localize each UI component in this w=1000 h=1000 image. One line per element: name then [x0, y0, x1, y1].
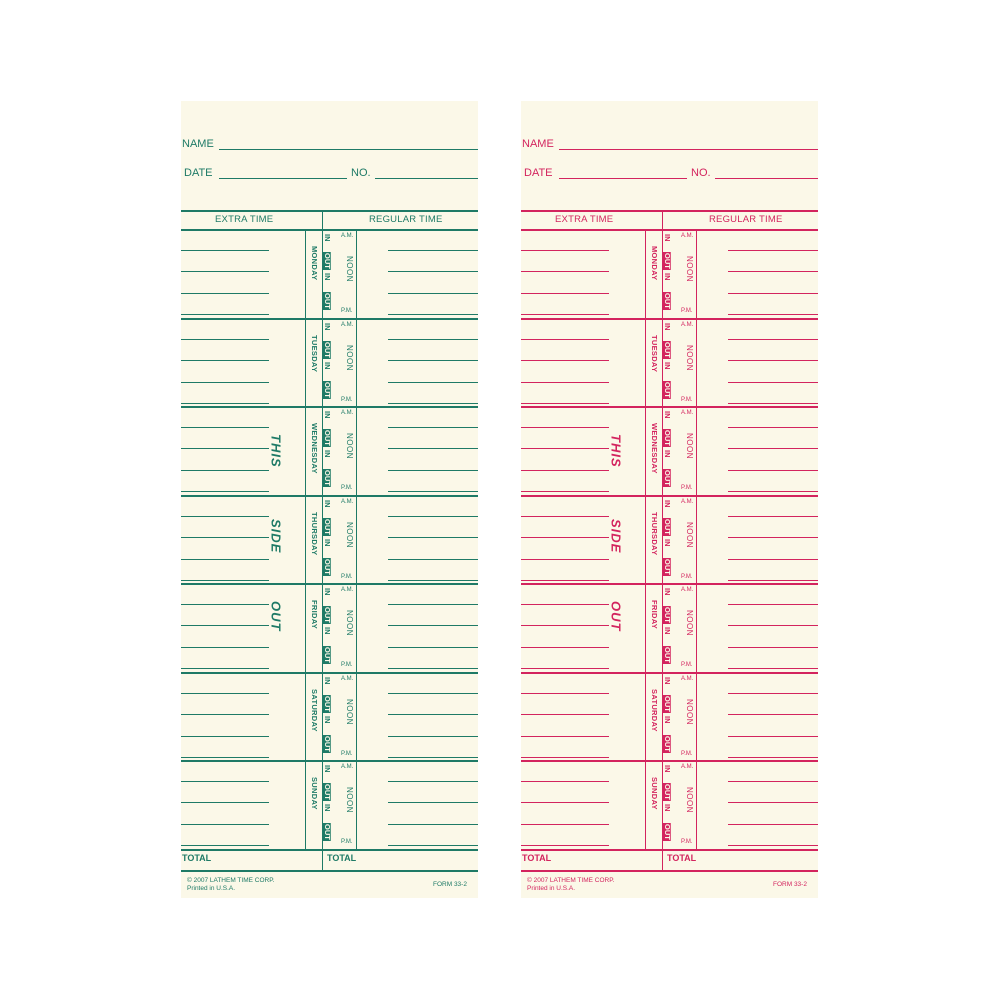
noon-label: NOON: [345, 787, 354, 813]
regular-time-line: [728, 491, 818, 492]
extra-time-line: [521, 559, 609, 560]
in-label: IN: [662, 234, 672, 242]
regular-time-line: [388, 448, 478, 449]
out-label: OUT: [322, 696, 332, 712]
regular-time-line: [728, 736, 818, 737]
regular-time-header: REGULAR TIME: [709, 214, 783, 225]
in-label: IN: [322, 323, 332, 331]
noon-label: NOON: [685, 787, 694, 813]
form-number: FORM 33-2: [773, 881, 807, 888]
day-row-rule: [521, 849, 818, 851]
noon-label: NOON: [345, 699, 354, 725]
extra-time-line: [181, 625, 269, 626]
out-label: OUT: [322, 253, 332, 269]
day-label: SUNDAY: [309, 777, 319, 810]
regular-time-line: [388, 470, 478, 471]
regular-time-line: [388, 824, 478, 825]
noon-label: NOON: [685, 610, 694, 636]
regular-time-line: [388, 647, 478, 648]
regular-time-line: [388, 250, 478, 251]
extra-time-line: [521, 339, 609, 340]
out-label: OUT: [662, 519, 672, 535]
regular-time-line: [388, 559, 478, 560]
in-label: IN: [662, 323, 672, 331]
day-row-rule: [521, 318, 818, 320]
pm-label: P.M.: [341, 839, 353, 845]
regular-time-line: [388, 516, 478, 517]
in-label: IN: [662, 677, 672, 685]
in-label: IN: [662, 588, 672, 596]
out-label: OUT: [662, 824, 672, 840]
name-label: NAME: [182, 138, 214, 150]
day-row-rule: [521, 406, 818, 408]
regular-time-line: [728, 845, 818, 846]
in-label: IN: [322, 500, 332, 508]
day-label: MONDAY: [649, 246, 659, 281]
am-label: A.M.: [681, 410, 694, 416]
am-label: A.M.: [681, 587, 694, 593]
am-label: A.M.: [681, 764, 694, 770]
day-label: MONDAY: [309, 246, 319, 281]
in-label: IN: [322, 627, 332, 635]
printed-text: Printed in U.S.A.: [527, 885, 576, 892]
regular-time-line: [388, 802, 478, 803]
in-label: IN: [662, 273, 672, 281]
am-label: A.M.: [341, 322, 354, 328]
date-label: DATE: [184, 167, 213, 179]
regular-time-line: [728, 516, 818, 517]
out-label: OUT: [662, 607, 672, 623]
regular-time-line: [728, 470, 818, 471]
extra-time-line: [181, 382, 269, 383]
day-row-rule: [521, 495, 818, 497]
out-label: OUT: [662, 647, 672, 663]
out-label: OUT: [662, 784, 672, 800]
total-right-label: TOTAL: [327, 853, 357, 863]
pm-label: P.M.: [681, 574, 693, 580]
regular-time-line: [728, 668, 818, 669]
in-label: IN: [662, 716, 672, 724]
pm-label: P.M.: [681, 308, 693, 314]
out-label: OUT: [662, 430, 672, 446]
in-label: IN: [662, 539, 672, 547]
extra-time-line: [521, 470, 609, 471]
in-label: IN: [662, 362, 672, 370]
pm-label: P.M.: [681, 662, 693, 668]
extra-time-line: [181, 845, 269, 846]
extra-time-line: [521, 314, 609, 315]
extra-time-line: [181, 693, 269, 694]
noon-label: NOON: [345, 610, 354, 636]
am-label: A.M.: [681, 499, 694, 505]
regular-time-line: [388, 491, 478, 492]
extra-time-line: [521, 845, 609, 846]
time-card-red: [521, 101, 818, 898]
in-label: IN: [662, 804, 672, 812]
day-label: TUESDAY: [309, 335, 319, 373]
extra-time-line: [181, 559, 269, 560]
extra-time-line: [521, 757, 609, 758]
day-label: FRIDAY: [649, 600, 659, 630]
extra-time-line: [181, 339, 269, 340]
in-label: IN: [662, 765, 672, 773]
total-right-label: TOTAL: [667, 853, 697, 863]
out-label: OUT: [322, 470, 332, 486]
regular-time-line: [388, 693, 478, 694]
extra-time-line: [181, 757, 269, 758]
form-number: FORM 33-2: [433, 881, 467, 888]
out-label: OUT: [322, 784, 332, 800]
date-line: [219, 178, 347, 179]
extra-time-line: [521, 781, 609, 782]
regular-time-line: [728, 647, 818, 648]
total-left-label: TOTAL: [182, 853, 212, 863]
pm-label: P.M.: [681, 397, 693, 403]
pm-label: P.M.: [341, 751, 353, 757]
regular-time-line: [388, 339, 478, 340]
out-label: OUT: [322, 382, 332, 398]
pm-label: P.M.: [681, 751, 693, 757]
extra-time-line: [521, 293, 609, 294]
day-row-rule: [521, 583, 818, 585]
noon-label: NOON: [345, 522, 354, 548]
no-label: NO.: [351, 167, 371, 179]
noon-label: NOON: [345, 345, 354, 371]
day-col-left: [305, 230, 306, 850]
in-label: IN: [322, 450, 332, 458]
day-label: SATURDAY: [649, 689, 659, 732]
extra-time-line: [181, 271, 269, 272]
day-label: TUESDAY: [649, 335, 659, 373]
name-line: [219, 149, 478, 150]
regular-time-line: [388, 604, 478, 605]
regular-time-line: [388, 360, 478, 361]
extra-time-line: [181, 604, 269, 605]
extra-time-line: [181, 314, 269, 315]
extra-time-line: [521, 604, 609, 605]
out-label: OUT: [322, 342, 332, 358]
out-label: OUT: [322, 647, 332, 663]
name-line: [559, 149, 818, 150]
in-label: IN: [322, 234, 332, 242]
no-line: [715, 178, 818, 179]
day-row-rule: [181, 583, 478, 585]
date-line: [559, 178, 687, 179]
regular-time-line: [728, 360, 818, 361]
regular-time-line: [388, 382, 478, 383]
am-label: A.M.: [341, 410, 354, 416]
regular-time-header: REGULAR TIME: [369, 214, 443, 225]
in-label: IN: [322, 804, 332, 812]
day-col-left: [645, 230, 646, 850]
out-label: OUT: [662, 736, 672, 752]
regular-time-line: [388, 580, 478, 581]
out-label: OUT: [322, 607, 332, 623]
day-label: WEDNESDAY: [649, 423, 659, 474]
header-divider: [322, 210, 323, 230]
day-row-rule: [181, 495, 478, 497]
extra-time-line: [521, 668, 609, 669]
extra-time-line: [181, 360, 269, 361]
noon-label: NOON: [345, 256, 354, 282]
total-bottom-rule: [521, 870, 818, 872]
out-label: OUT: [322, 430, 332, 446]
extra-time-line: [521, 250, 609, 251]
extra-time-line: [181, 668, 269, 669]
regular-time-line: [728, 339, 818, 340]
regular-time-line: [728, 537, 818, 538]
this-side-out-word: OUT: [608, 601, 624, 632]
extra-time-line: [521, 537, 609, 538]
pm-label: P.M.: [681, 485, 693, 491]
noon-label: NOON: [685, 345, 694, 371]
regular-time-line: [388, 845, 478, 846]
noon-label: NOON: [685, 433, 694, 459]
extra-time-line: [521, 427, 609, 428]
extra-time-line: [181, 802, 269, 803]
regular-time-line: [728, 448, 818, 449]
am-label: A.M.: [681, 322, 694, 328]
extra-time-line: [181, 403, 269, 404]
regular-time-line: [728, 314, 818, 315]
copyright-text: © 2007 LATHEM TIME CORP.: [527, 877, 615, 884]
regular-time-line: [388, 427, 478, 428]
regular-time-line: [388, 668, 478, 669]
regular-time-line: [728, 757, 818, 758]
noon-label: NOON: [685, 256, 694, 282]
day-label: SUNDAY: [649, 777, 659, 810]
extra-time-line: [521, 647, 609, 648]
extra-time-line: [181, 516, 269, 517]
am-label: A.M.: [341, 676, 354, 682]
extra-time-line: [181, 427, 269, 428]
header-top-rule: [181, 210, 478, 212]
date-label: DATE: [524, 167, 553, 179]
day-label: WEDNESDAY: [309, 423, 319, 474]
extra-time-line: [521, 516, 609, 517]
day-row-rule: [521, 672, 818, 674]
regular-time-line: [728, 250, 818, 251]
this-side-out-word: OUT: [268, 601, 284, 632]
regular-time-line: [388, 736, 478, 737]
regular-time-line: [728, 559, 818, 560]
this-side-out-word: THIS: [268, 434, 284, 468]
noon-label: NOON: [685, 522, 694, 548]
regular-time-line: [728, 714, 818, 715]
out-label: OUT: [662, 696, 672, 712]
pm-label: P.M.: [341, 397, 353, 403]
noon-label: NOON: [345, 433, 354, 459]
in-label: IN: [322, 588, 332, 596]
extra-time-line: [521, 580, 609, 581]
extra-time-line: [181, 824, 269, 825]
header-divider: [662, 210, 663, 230]
extra-time-line: [521, 491, 609, 492]
regular-time-line: [728, 604, 818, 605]
in-label: IN: [322, 362, 332, 370]
am-label: A.M.: [681, 676, 694, 682]
this-side-out-word: THIS: [608, 434, 624, 468]
extra-time-line: [521, 625, 609, 626]
in-label: IN: [322, 765, 332, 773]
pm-label: P.M.: [341, 574, 353, 580]
regular-time-line: [728, 271, 818, 272]
am-label: A.M.: [341, 499, 354, 505]
stamp-col-right: [696, 230, 697, 850]
day-row-rule: [181, 672, 478, 674]
in-label: IN: [662, 500, 672, 508]
extra-time-line: [181, 448, 269, 449]
day-label: THURSDAY: [649, 512, 659, 556]
in-label: IN: [322, 716, 332, 724]
extra-time-line: [521, 403, 609, 404]
extra-time-line: [181, 470, 269, 471]
in-label: IN: [322, 539, 332, 547]
extra-time-line: [521, 382, 609, 383]
extra-time-line: [521, 448, 609, 449]
regular-time-line: [728, 824, 818, 825]
am-label: A.M.: [681, 233, 694, 239]
extra-time-line: [521, 824, 609, 825]
this-side-out-word: SIDE: [608, 519, 624, 554]
extra-time-line: [181, 781, 269, 782]
extra-time-line: [521, 271, 609, 272]
time-card-green: [181, 101, 478, 898]
pm-label: P.M.: [341, 662, 353, 668]
out-label: OUT: [322, 736, 332, 752]
extra-time-header: EXTRA TIME: [215, 214, 274, 225]
header-top-rule: [521, 210, 818, 212]
day-row-rule: [181, 760, 478, 762]
out-label: OUT: [662, 382, 672, 398]
in-label: IN: [662, 450, 672, 458]
regular-time-line: [388, 293, 478, 294]
day-label: THURSDAY: [309, 512, 319, 556]
total-divider: [322, 850, 323, 871]
pm-label: P.M.: [341, 308, 353, 314]
in-label: IN: [662, 627, 672, 635]
regular-time-line: [728, 693, 818, 694]
no-line: [375, 178, 478, 179]
am-label: A.M.: [341, 233, 354, 239]
day-row-rule: [521, 760, 818, 762]
regular-time-line: [728, 802, 818, 803]
out-label: OUT: [662, 559, 672, 575]
header-bottom-rule: [521, 229, 818, 231]
regular-time-line: [388, 314, 478, 315]
regular-time-line: [728, 382, 818, 383]
total-bottom-rule: [181, 870, 478, 872]
extra-time-line: [181, 714, 269, 715]
in-label: IN: [662, 411, 672, 419]
out-label: OUT: [322, 824, 332, 840]
out-label: OUT: [322, 519, 332, 535]
am-label: A.M.: [341, 764, 354, 770]
stamp-col-right: [356, 230, 357, 850]
extra-time-line: [181, 250, 269, 251]
day-label: SATURDAY: [309, 689, 319, 732]
extra-time-line: [521, 714, 609, 715]
am-label: A.M.: [341, 587, 354, 593]
out-label: OUT: [662, 253, 672, 269]
day-label: FRIDAY: [309, 600, 319, 630]
noon-label: NOON: [685, 699, 694, 725]
in-label: IN: [322, 677, 332, 685]
total-left-label: TOTAL: [522, 853, 552, 863]
extra-time-line: [181, 580, 269, 581]
total-divider: [662, 850, 663, 871]
day-row-rule: [181, 849, 478, 851]
regular-time-line: [388, 714, 478, 715]
regular-time-line: [388, 757, 478, 758]
regular-time-line: [728, 625, 818, 626]
out-label: OUT: [662, 342, 672, 358]
regular-time-line: [388, 537, 478, 538]
regular-time-line: [388, 781, 478, 782]
printed-text: Printed in U.S.A.: [187, 885, 236, 892]
day-row-rule: [181, 406, 478, 408]
extra-time-line: [521, 736, 609, 737]
extra-time-line: [521, 693, 609, 694]
copyright-text: © 2007 LATHEM TIME CORP.: [187, 877, 275, 884]
extra-time-line: [521, 802, 609, 803]
name-label: NAME: [522, 138, 554, 150]
extra-time-line: [181, 293, 269, 294]
regular-time-line: [728, 427, 818, 428]
out-label: OUT: [662, 293, 672, 309]
in-label: IN: [322, 273, 332, 281]
extra-time-line: [521, 360, 609, 361]
no-label: NO.: [691, 167, 711, 179]
day-row-rule: [181, 318, 478, 320]
out-label: OUT: [322, 559, 332, 575]
out-label: OUT: [322, 293, 332, 309]
regular-time-line: [728, 403, 818, 404]
regular-time-line: [728, 781, 818, 782]
pm-label: P.M.: [341, 485, 353, 491]
this-side-out-word: SIDE: [268, 519, 284, 554]
regular-time-line: [388, 625, 478, 626]
out-label: OUT: [662, 470, 672, 486]
regular-time-line: [388, 271, 478, 272]
header-bottom-rule: [181, 229, 478, 231]
regular-time-line: [728, 580, 818, 581]
in-label: IN: [322, 411, 332, 419]
regular-time-line: [728, 293, 818, 294]
extra-time-line: [181, 491, 269, 492]
pm-label: P.M.: [681, 839, 693, 845]
extra-time-line: [181, 537, 269, 538]
extra-time-line: [181, 647, 269, 648]
extra-time-header: EXTRA TIME: [555, 214, 614, 225]
regular-time-line: [388, 403, 478, 404]
extra-time-line: [181, 736, 269, 737]
